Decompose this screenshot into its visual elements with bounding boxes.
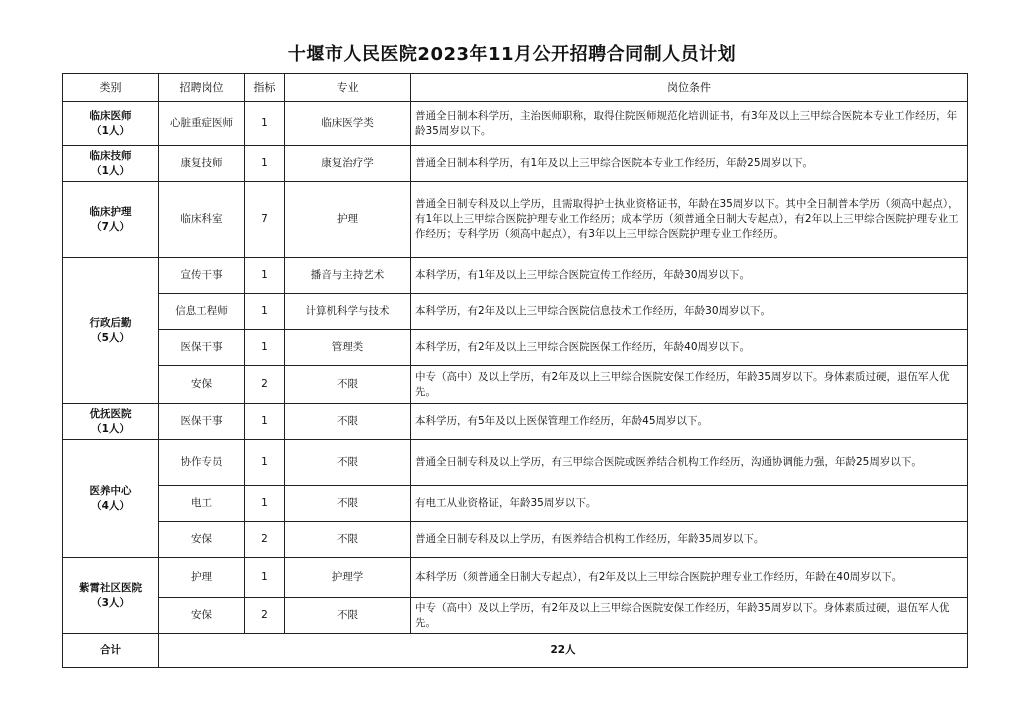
- table-row: [63, 182, 968, 258]
- requirements-cell: 本科学历，有5年及以上医保管理工作经历，年龄45周岁以下。: [411, 404, 968, 440]
- category-count: （7人）: [91, 220, 130, 233]
- requirements-cell: 普通全日制专科及以上学历，且需取得护士执业资格证书，年龄在35周岁以下。其中全日制普本学历（须高中起点），有1年以上三甲综合医院护理专业工作经历；成本学历（须普通全日制大专起点），有2年以上三甲综合医院护理专业工作经历；专科学历（须高中起点），有3年以上三甲综合医院护理专业工作经历。: [411, 182, 968, 258]
- table-body: [63, 102, 968, 634]
- header-quota: 指标: [245, 74, 285, 102]
- major-cell: 临床医学类: [285, 102, 411, 146]
- table-row: [63, 440, 968, 486]
- position-cell: 宣传干事: [159, 258, 245, 294]
- category-cell: [63, 258, 159, 404]
- quota-cell: 2: [245, 522, 285, 558]
- table-row: [63, 146, 968, 182]
- requirements-cell: 普通全日制本科学历，主治医师职称，取得住院医师规范化培训证书，有3年及以上三甲综合医院本专业工作经历，年龄35周岁以下。: [411, 102, 968, 146]
- requirements-cell: 本科学历，有2年及以上三甲综合医院医保工作经历，年龄40周岁以下。: [411, 330, 968, 366]
- position-cell: 信息工程师: [159, 294, 245, 330]
- quota-cell: 1: [245, 102, 285, 146]
- quota-cell: 2: [245, 598, 285, 634]
- major-cell: 管理类: [285, 330, 411, 366]
- requirements-cell: 本科学历，有1年及以上三甲综合医院宣传工作经历，年龄30周岁以下。: [411, 258, 968, 294]
- category-name: 行政后勤: [89, 316, 132, 329]
- table-row: [63, 330, 968, 366]
- category-cell: [63, 146, 159, 182]
- total-value: 22人: [159, 634, 968, 668]
- table-row: [63, 404, 968, 440]
- major-cell: 不限: [285, 366, 411, 404]
- category-cell: [63, 558, 159, 634]
- table-row: [63, 366, 968, 404]
- position-cell: 安保: [159, 366, 245, 404]
- quota-cell: 1: [245, 440, 285, 486]
- quota-cell: 1: [245, 294, 285, 330]
- major-cell: 护理学: [285, 558, 411, 598]
- category-name: 临床技师: [89, 149, 132, 162]
- major-cell: 不限: [285, 598, 411, 634]
- category-count: （1人）: [91, 422, 130, 435]
- category-name: 优抚医院: [89, 407, 132, 420]
- requirements-cell: 本科学历，有2年及以上三甲综合医院信息技术工作经历，年龄30周岁以下。: [411, 294, 968, 330]
- position-cell: 安保: [159, 522, 245, 558]
- requirements-cell: 普通全日制专科及以上学历，有三甲综合医院或医养结合机构工作经历，沟通协调能力强，年龄25周岁以下。: [411, 440, 968, 486]
- category-cell: [63, 182, 159, 258]
- table-row: [63, 522, 968, 558]
- quota-cell: 1: [245, 146, 285, 182]
- page-title: 十堰市人民医院2023年11月公开招聘合同制人员计划: [287, 44, 737, 65]
- category-name: 医养中心: [89, 484, 132, 497]
- header-major: 专业: [285, 74, 411, 102]
- position-cell: 临床科室: [159, 182, 245, 258]
- category-count: （5人）: [91, 331, 130, 344]
- quota-cell: 1: [245, 486, 285, 522]
- category-cell: [63, 404, 159, 440]
- quota-cell: 7: [245, 182, 285, 258]
- header-category: 类别: [63, 74, 159, 102]
- category-cell: [63, 440, 159, 558]
- category-name: 临床护理: [89, 205, 132, 218]
- major-cell: 护理: [285, 182, 411, 258]
- major-cell: 不限: [285, 404, 411, 440]
- major-cell: 播音与主持艺术: [285, 258, 411, 294]
- header-requirements: 岗位条件: [411, 74, 968, 102]
- requirements-cell: 本科学历（须普通全日制大专起点），有2年及以上三甲综合医院护理专业工作经历，年龄在40周岁以下。: [411, 558, 968, 598]
- major-cell: 计算机科学与技术: [285, 294, 411, 330]
- major-cell: 不限: [285, 486, 411, 522]
- table-header-row: [63, 74, 968, 102]
- table-row: [63, 102, 968, 146]
- category-name: 紫霄社区医院: [79, 581, 142, 594]
- position-cell: 医保干事: [159, 330, 245, 366]
- major-cell: 不限: [285, 522, 411, 558]
- table-row: [63, 258, 968, 294]
- position-cell: 安保: [159, 598, 245, 634]
- position-cell: 康复技师: [159, 146, 245, 182]
- position-cell: 电工: [159, 486, 245, 522]
- category-count: （3人）: [91, 596, 130, 609]
- position-cell: 心脏重症医师: [159, 102, 245, 146]
- table-row: [63, 294, 968, 330]
- total-row: [63, 634, 968, 668]
- category-count: （1人）: [91, 164, 130, 177]
- table-row: [63, 598, 968, 634]
- quota-cell: 1: [245, 258, 285, 294]
- requirements-cell: 普通全日制本科学历，有1年及以上三甲综合医院本专业工作经历，年龄25周岁以下。: [411, 146, 968, 182]
- category-name: 临床医师: [89, 109, 132, 122]
- recruitment-plan-table: [62, 73, 968, 668]
- total-label: 合计: [63, 634, 159, 668]
- table-row: [63, 558, 968, 598]
- major-cell: 康复治疗学: [285, 146, 411, 182]
- header-position: 招聘岗位: [159, 74, 245, 102]
- position-cell: 护理: [159, 558, 245, 598]
- quota-cell: 2: [245, 366, 285, 404]
- category-cell: [63, 102, 159, 146]
- requirements-cell: 中专（高中）及以上学历，有2年及以上三甲综合医院安保工作经历，年龄35周岁以下。身体素质过硬，退伍军人优先。: [411, 366, 968, 404]
- table-row: [63, 486, 968, 522]
- quota-cell: 1: [245, 558, 285, 598]
- category-count: （1人）: [91, 124, 130, 137]
- major-cell: 不限: [285, 440, 411, 486]
- quota-cell: 1: [245, 330, 285, 366]
- requirements-cell: 普通全日制专科及以上学历，有医养结合机构工作经历，年龄35周岁以下。: [411, 522, 968, 558]
- requirements-cell: 有电工从业资格证，年龄35周岁以下。: [411, 486, 968, 522]
- requirements-cell: 中专（高中）及以上学历，有2年及以上三甲综合医院安保工作经历，年龄35周岁以下。身体素质过硬，退伍军人优先。: [411, 598, 968, 634]
- category-count: （4人）: [91, 499, 130, 512]
- position-cell: 协作专员: [159, 440, 245, 486]
- quota-cell: 1: [245, 404, 285, 440]
- position-cell: 医保干事: [159, 404, 245, 440]
